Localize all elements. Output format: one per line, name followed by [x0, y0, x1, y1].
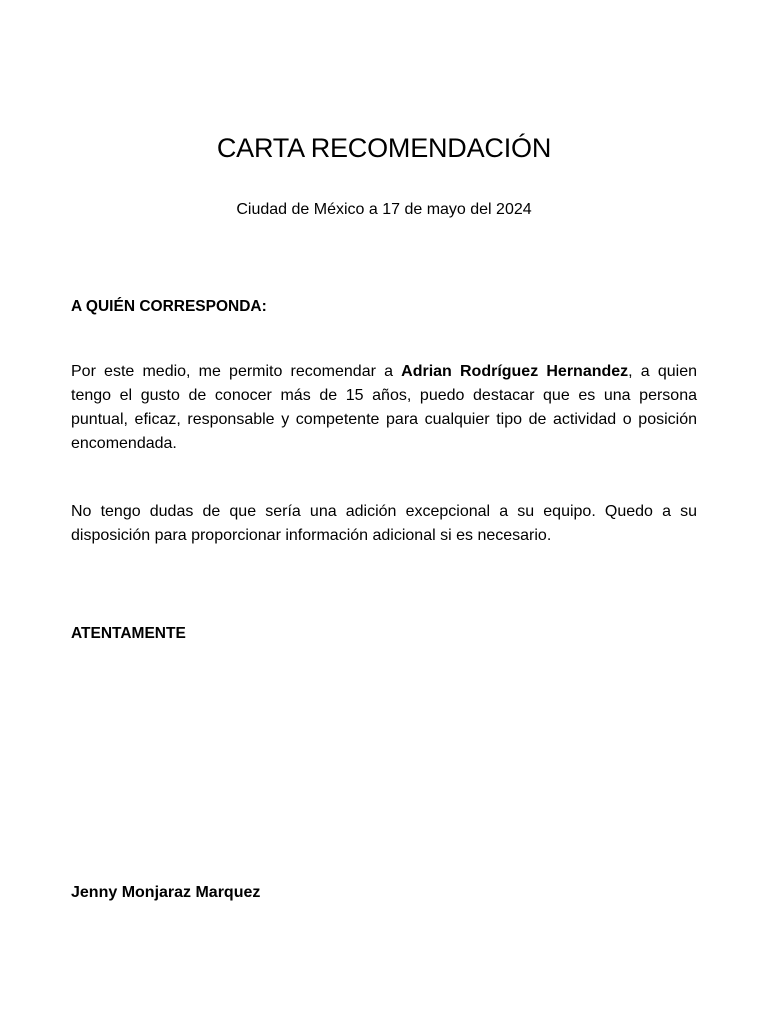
paragraph-body-text: , a quien tengo el gusto de conocer más de 15 años, puedo destacar que es una persona puntual, eficaz, responsable y competente para cualquier tipo de actividad o posición encomendada. [71, 363, 697, 452]
closing-paragraph: No tengo dudas de que sería una adición excepcional a su equipo. Quedo a su disposición para proporcionar información adicional si es necesario. [71, 503, 697, 544]
recommended-person-name: Adrian Rodríguez Hernandez [401, 363, 629, 380]
salutation: A QUIÉN CORRESPONDA: [71, 298, 267, 315]
closing-word: ATENTAMENTE [71, 625, 186, 642]
place-date: Ciudad de México a 17 de mayo del 2024 [236, 201, 532, 218]
paragraph-intro-text: Por este medio, me permito recomendar a [71, 363, 402, 380]
recommendation-paragraph [71, 360, 697, 456]
signer-name: Jenny Monjaraz Marquez [71, 884, 261, 901]
letter-title: CARTA RECOMENDACIÓN [216, 133, 552, 163]
